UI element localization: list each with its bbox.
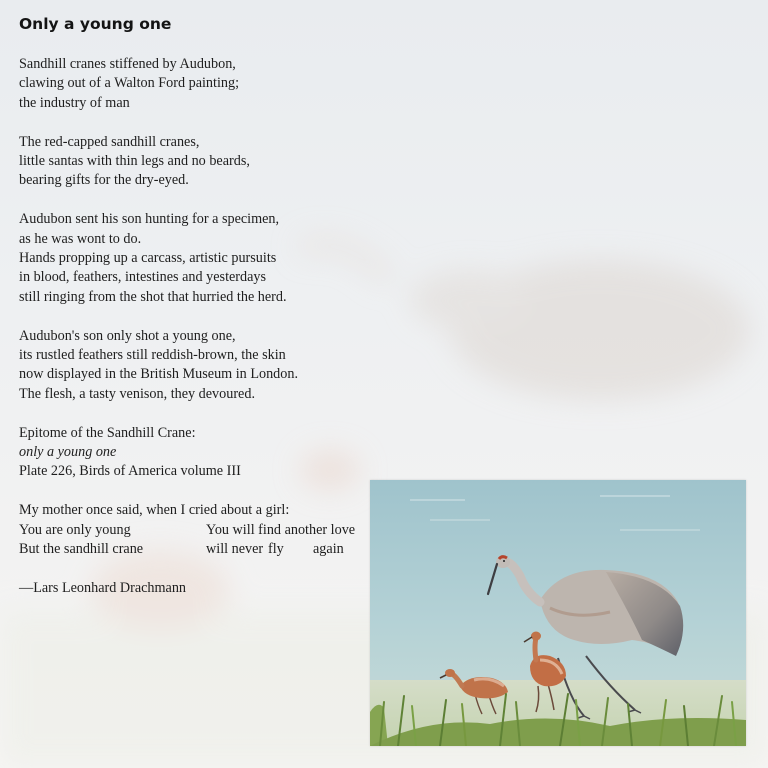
poem-line: still ringing from the shot that hurried the herd. (19, 288, 287, 305)
word-fly: fly (268, 541, 284, 558)
poem-line-left: You are only young (19, 521, 131, 538)
watercolor-crane-painting (370, 480, 746, 746)
poem-line: Audubon sent his son hunting for a specimen, (19, 211, 280, 228)
stanza-6 (19, 501, 369, 559)
crane-painting-svg (370, 480, 746, 746)
poem-line: Hands propping up a carcass, artistic pursuits (19, 250, 277, 267)
poem-line: the industry of man (19, 94, 130, 111)
word-will-never: will never (206, 541, 264, 558)
poem-body (19, 55, 369, 618)
poem-line-italic: only a young one (19, 444, 117, 461)
poem-line: bearing gifts for the dry-eyed. (19, 172, 189, 189)
poem-line: Sandhill cranes stiffened by Audubon, (19, 56, 236, 72)
poem-line: as he was wont to do. (19, 230, 142, 247)
poem-line: Epitome of the Sandhill Crane: (19, 424, 196, 441)
stanza-5 (19, 424, 369, 482)
poem-line: now displayed in the British Museum in London. (19, 366, 299, 383)
poem-title: Only a young one (19, 15, 172, 33)
poem-line-left: But the sandhill crane (19, 541, 144, 558)
poem-line: Plate 226, Birds of America volume III (19, 463, 241, 480)
attribution: —Lars Leonhard Drachmann (19, 579, 187, 596)
poem-line: The red-capped sandhill cranes, (19, 133, 200, 150)
poem-line-right: You will find another love (206, 521, 356, 538)
poem-line: My mother once said, when I cried about a girl: (19, 502, 290, 519)
poem-line: little santas with thin legs and no beards, (19, 153, 250, 170)
poem-line: clawing out of a Walton Ford painting; (19, 75, 240, 92)
stanza-4 (19, 327, 369, 405)
poem-line: its rustled feathers still reddish-brown, the skin (19, 347, 286, 364)
poem-split-line-1 (19, 521, 369, 540)
stanza-2 (19, 133, 369, 191)
poem-split-line-2 (19, 540, 369, 559)
poem-line: in blood, feathers, intestines and yesterdays (19, 269, 267, 286)
stanza-1 (19, 55, 369, 113)
poem-line: The flesh, a tasty venison, they devoured. (19, 385, 255, 402)
word-again: again (313, 541, 344, 558)
poem-line: Audubon's son only shot a young one, (19, 327, 236, 344)
stanza-3 (19, 210, 369, 307)
poem-line-right-group (206, 540, 344, 559)
